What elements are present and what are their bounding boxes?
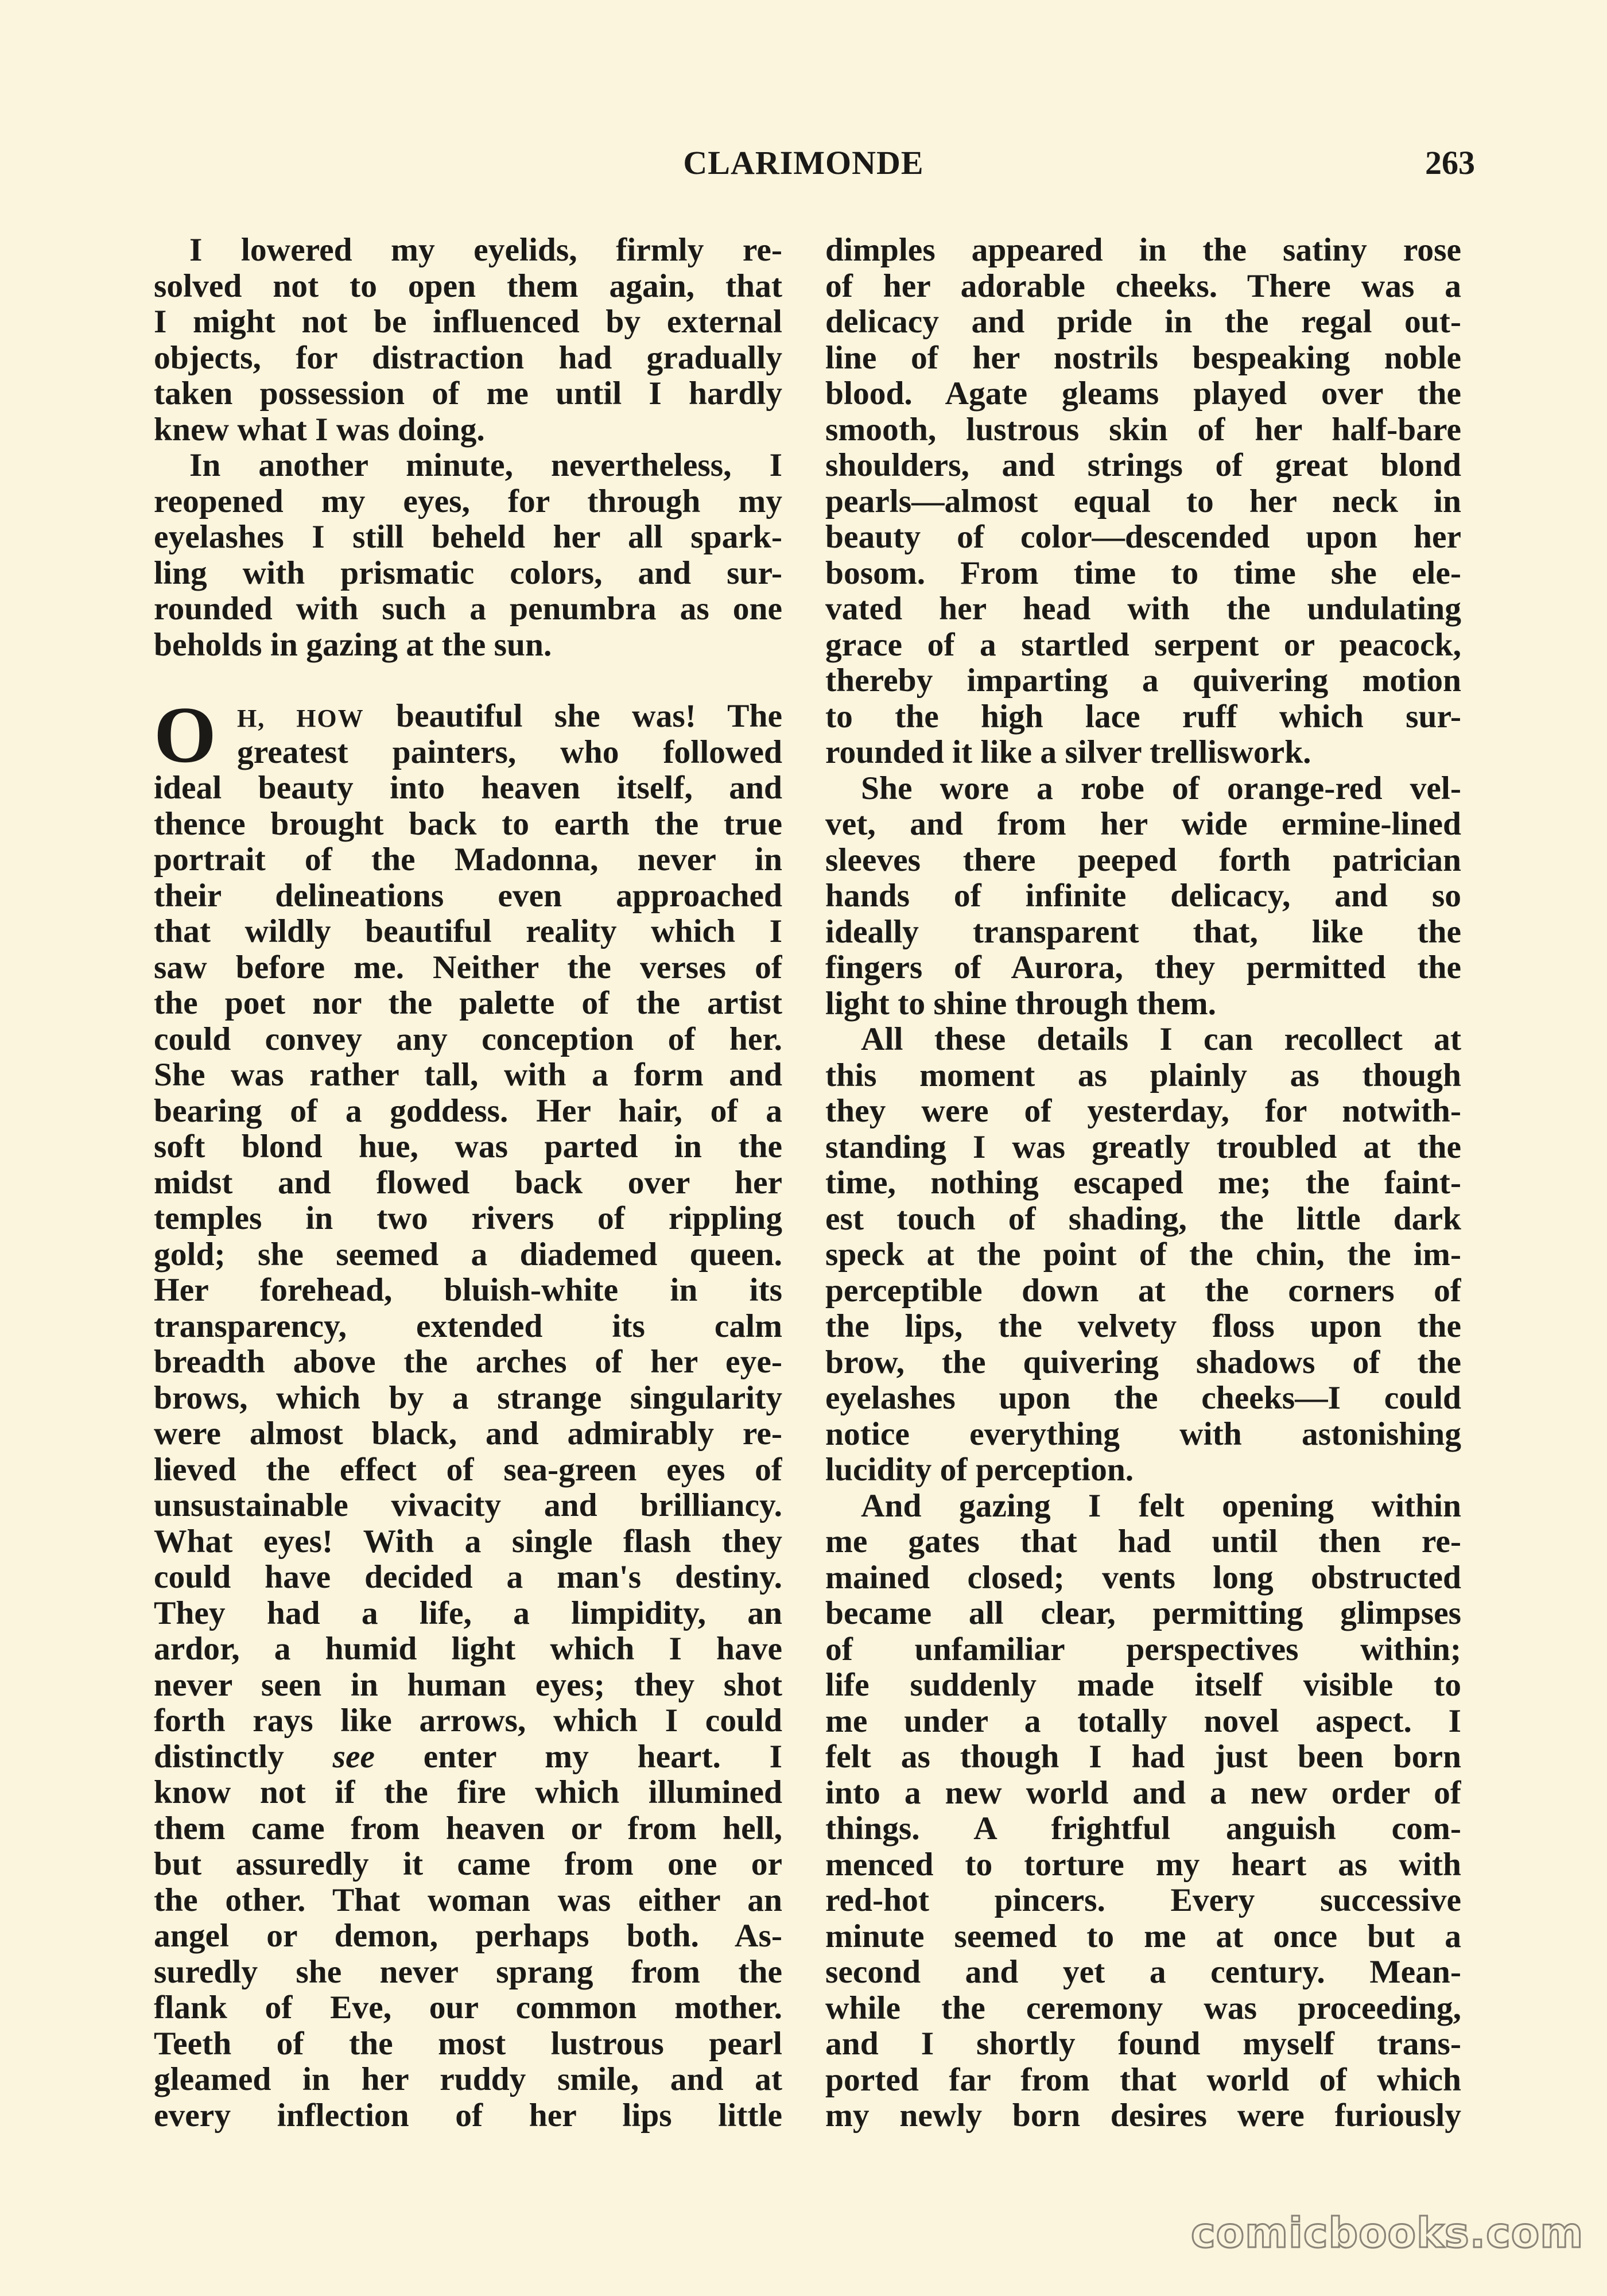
text-line: temples in two rivers of rippling: [154, 1201, 782, 1236]
text-line: and I shortly found myself trans-: [825, 2026, 1461, 2062]
text-line: midst and flowed back over her: [154, 1165, 782, 1201]
text-line: brow, the quivering shadows of the: [825, 1344, 1461, 1380]
text-line: eyelashes upon the cheeks—I could: [825, 1380, 1461, 1416]
text-line: could have decided a man's destiny.: [154, 1560, 782, 1595]
text-line: became all clear, permitting glimpses: [825, 1596, 1461, 1631]
watermark-logo: comicbooks.com: [1191, 2209, 1584, 2257]
dropcap-paragraph: [154, 691, 782, 2134]
text-line: mained closed; vents long obstructed: [825, 1560, 1461, 1596]
text-line: reopened my eyes, for through my: [154, 483, 782, 519]
text-line: portrait of the Madonna, never in: [154, 842, 782, 878]
text-line: menced to torture my heart as with: [825, 1847, 1461, 1883]
text-line: And gazing I felt opening within: [861, 1488, 1461, 1524]
left-column: [154, 232, 782, 2134]
text-line: they were of yesterday, for notwith-: [825, 1093, 1461, 1129]
text-line: delicacy and pride in the regal out-: [825, 304, 1461, 340]
text-line: What eyes! With a single flash they: [154, 1523, 782, 1560]
text-line: sleeves there peeped forth patrician: [825, 842, 1461, 878]
text-line: suredly she never sprang from the: [154, 1954, 782, 1990]
text-line: brows, which by a strange singularity: [154, 1380, 782, 1416]
running-head-title: CLARIMONDE: [683, 144, 924, 181]
text-line: to the high lace ruff which sur-: [825, 699, 1461, 735]
text-span: enter my heart. I: [423, 1739, 782, 1775]
paragraph: [825, 1488, 1461, 2134]
text-line: beholds in gazing at the sun.: [154, 627, 552, 663]
text-line: flank of Eve, our common mother.: [154, 1990, 782, 2026]
text-line: but assuredly it came from one or: [154, 1847, 782, 1882]
text-line: lieved the effect of sea-green eyes of: [154, 1452, 782, 1488]
text-line: shoulders, and strings of great blond: [825, 448, 1461, 483]
text-line: gleamed in her ruddy smile, and at: [154, 2062, 782, 2097]
text-line: second and yet a century. Mean-: [825, 1954, 1461, 1990]
text-line: bearing of a goddess. Her hair, of a: [154, 1093, 782, 1129]
text-line: transparency, extended its calm: [154, 1308, 782, 1344]
text-line: [154, 1739, 782, 1775]
text-line: thence brought back to earth the true: [154, 806, 782, 842]
text-line: were almost black, and admirably re-: [154, 1416, 782, 1452]
text-line: unsustainable vivacity and brilliancy.: [154, 1488, 782, 1523]
text-line: me gates that had until then re-: [825, 1524, 1461, 1560]
text-line: vet, and from her wide ermine-lined: [825, 806, 1461, 842]
text-line: light to shine through them.: [825, 986, 1217, 1022]
text-line: In another minute, nevertheless, I: [189, 448, 782, 483]
text-line: objects, for distraction had gradually: [154, 340, 782, 376]
text-line: of her adorable cheeks. There was a: [825, 268, 1461, 304]
smallcaps-opening: H, HOW: [237, 704, 364, 732]
text-line: She wore a robe of orange-red vel-: [861, 770, 1461, 806]
text-line: est touch of shading, the little dark: [825, 1201, 1461, 1237]
text-line: knew what I was doing.: [154, 412, 485, 448]
text-line: saw before me. Neither the verses of: [154, 949, 782, 986]
text-line: thereby imparting a quivering motion: [825, 663, 1461, 699]
paragraph: [825, 232, 1461, 771]
text-line: eyelashes I still beheld her all spark-: [154, 519, 782, 555]
text-line: red-hot pincers. Every successive: [825, 1883, 1461, 1918]
text-line: blood. Agate gleams played over the: [825, 376, 1461, 412]
text-line: dimples appeared in the satiny rose: [825, 232, 1461, 268]
text-line: forth rays like arrows, which I could: [154, 1703, 782, 1739]
paragraph: [825, 1022, 1461, 1488]
text-line: this moment as plainly as though: [825, 1057, 1461, 1093]
text-line: the poet nor the palette of the artist: [154, 986, 782, 1021]
text-line: my newly born desires were furiously: [825, 2098, 1461, 2134]
text-line: the other. That woman was either an: [154, 1882, 782, 1918]
text-line: soft blond hue, was parted in the: [154, 1129, 782, 1165]
text-line: ardor, a humid light which I have: [154, 1631, 782, 1667]
text-line: rounded it like a silver trelliswork.: [825, 735, 1311, 770]
text-line: angel or demon, perhaps both. As-: [154, 1918, 782, 1954]
text-line: grace of a startled serpent or peacock,: [825, 627, 1461, 663]
text-line: gold; she seemed a diademed queen.: [154, 1236, 782, 1273]
text-line: [154, 699, 782, 735]
text-line: never seen in human eyes; they shot: [154, 1667, 782, 1703]
text-line: Teeth of the most lustrous pearl: [154, 2026, 782, 2062]
text-line: She was rather tall, with a form and: [154, 1057, 782, 1093]
text-span: beautiful she was! The: [396, 699, 782, 734]
text-line: smooth, lustrous skin of her half-bare: [825, 412, 1461, 448]
text-line: perceptible down at the corners of: [825, 1273, 1461, 1309]
text-line: felt as though I had just been born: [825, 1739, 1461, 1775]
text-line: taken possession of me until I hardly: [154, 376, 782, 412]
text-line: Her forehead, bluish-white in its: [154, 1273, 782, 1308]
text-line: rounded with such a penumbra as one: [154, 591, 782, 627]
text-line: beauty of color—descended upon her: [825, 519, 1461, 555]
text-line: greatest painters, who followed: [237, 734, 782, 770]
text-line: into a new world and a new order of: [825, 1775, 1461, 1811]
text-line: ideally transparent that, like the: [825, 914, 1461, 950]
text-line: me under a totally novel aspect. I: [825, 1703, 1461, 1739]
text-line: their delineations even approached: [154, 878, 782, 914]
text-line: fingers of Aurora, they permitted the: [825, 950, 1461, 986]
text-line: solved not to open them again, that: [154, 268, 782, 304]
text-line: lucidity of perception.: [825, 1452, 1134, 1488]
text-line: They had a life, a limpidity, an: [154, 1595, 782, 1631]
dropcap-letter: O: [154, 691, 216, 779]
text-line: could convey any conception of her.: [154, 1021, 782, 1057]
text-line: I lowered my eyelids, firmly re-: [189, 232, 782, 268]
text-line: time, nothing escaped me; the faint-: [825, 1165, 1461, 1201]
text-line: that wildly beautiful reality which I: [154, 914, 782, 949]
right-column: [825, 232, 1461, 2134]
text-line: them came from heaven or from hell,: [154, 1810, 782, 1847]
text-line: ported far from that world of which: [825, 2062, 1461, 2098]
paragraph: [154, 448, 782, 663]
text-line: line of her nostrils bespeaking noble: [825, 340, 1461, 376]
paragraph: [825, 771, 1461, 1022]
section-break: [154, 663, 782, 699]
text-line: bosom. From time to time she ele-: [825, 555, 1461, 591]
text-line: the lips, the velvety floss upon the: [825, 1309, 1461, 1344]
text-line: life suddenly made itself visible to: [825, 1667, 1461, 1703]
text-line: know not if the fire which illumined: [154, 1775, 782, 1810]
italic-word: see: [332, 1739, 375, 1775]
text-line: vated her head with the undulating: [825, 591, 1461, 627]
text-line: I might not be influenced by external: [154, 304, 782, 340]
page-number: 263: [1425, 144, 1475, 181]
text-line: hands of infinite delicacy, and so: [825, 878, 1461, 914]
text-line: of unfamiliar perspectives within;: [825, 1631, 1461, 1667]
text-line: ling with prismatic colors, and sur-: [154, 555, 782, 591]
text-line: minute seemed to me at once but a: [825, 1918, 1461, 1954]
text-line: every inflection of her lips little: [154, 2097, 782, 2134]
text-line: standing I was greatly troubled at the: [825, 1129, 1461, 1165]
text-line: breadth above the arches of her eye-: [154, 1344, 782, 1380]
text-line: while the ceremony was proceeding,: [825, 1990, 1461, 2026]
text-line: notice everything with astonishing: [825, 1416, 1461, 1452]
text-line: things. A frightful anguish com-: [825, 1811, 1461, 1847]
text-line: ideal beauty into heaven itself, and: [154, 770, 782, 806]
text-span: distinctly: [154, 1739, 284, 1775]
paragraph: [154, 232, 782, 448]
text-line: All these details I can recollect at: [861, 1022, 1461, 1057]
text-line: speck at the point of the chin, the im-: [825, 1237, 1461, 1273]
text-line: pearls—almost equal to her neck in: [825, 483, 1461, 519]
